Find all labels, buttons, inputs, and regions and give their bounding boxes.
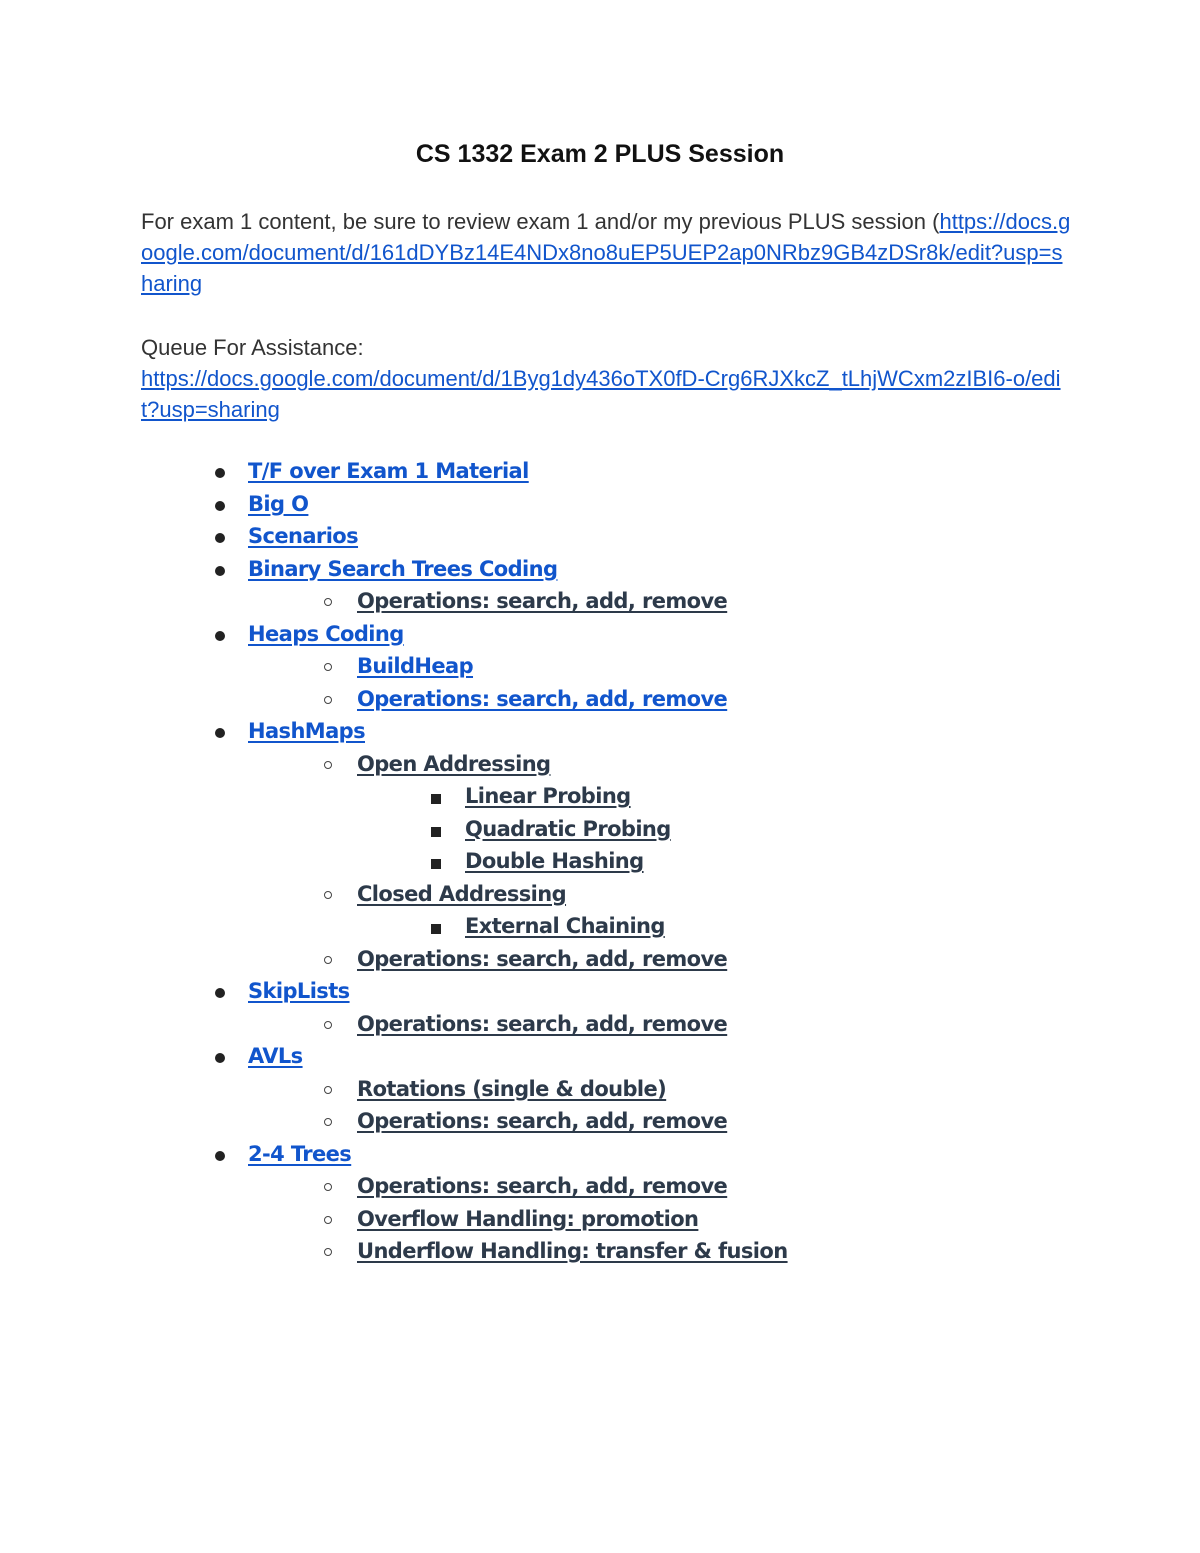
outline-item (0, 715, 1200, 748)
outline-link[interactable]: Operations: search, add, remove (357, 1174, 728, 1198)
hollow-circle-bullet-icon (324, 1021, 332, 1029)
intro-text: For exam 1 content, be sure to review exam 1 and/or my previous PLUS session ( (141, 209, 940, 234)
outline-link[interactable]: BuildHeap (357, 654, 474, 678)
outline-item (0, 975, 1200, 1008)
outline-item (0, 1105, 1200, 1138)
filled-circle-bullet-icon (215, 988, 225, 998)
outline-item (0, 520, 1200, 553)
outline-item (0, 1203, 1200, 1236)
hollow-circle-bullet-icon (324, 598, 332, 606)
filled-circle-bullet-icon (215, 501, 225, 511)
outline-item (0, 618, 1200, 651)
outline-link[interactable]: Operations: search, add, remove (357, 589, 728, 613)
hollow-circle-bullet-icon (324, 891, 332, 899)
hollow-circle-bullet-icon (324, 1118, 332, 1126)
hollow-circle-bullet-icon (324, 1216, 332, 1224)
outline-link[interactable]: Overflow Handling: promotion (357, 1206, 699, 1231)
filled-circle-bullet-icon (215, 631, 225, 641)
outline-link[interactable]: Operations: search, add, remove (357, 946, 728, 971)
outline-item (0, 910, 1200, 943)
filled-circle-bullet-icon (215, 468, 225, 478)
outline-link[interactable]: External Chaining (465, 914, 665, 938)
outline-item (0, 585, 1200, 618)
outline-link[interactable]: Scenarios (248, 524, 359, 548)
outline-item (0, 650, 1200, 683)
outline-item (0, 943, 1200, 976)
previous-session-link[interactable]: https://docs.google.com/document/d/161dDYBz14E4NDx8no8uEP5UEP2ap0NRbz9GB4zDSr8k/edit?usp=sharing (141, 209, 1071, 296)
outline-link[interactable]: Rotations (single & double) (357, 1076, 667, 1101)
filled-square-bullet-icon (431, 859, 441, 869)
outline-item (0, 1073, 1200, 1106)
topic-outline (0, 455, 1200, 1268)
filled-square-bullet-icon (431, 827, 441, 837)
queue-link[interactable]: https://docs.google.com/document/d/1Byg1dy436oTX0fD-Crg6RJXkcZ_tLhjWCxm2zIBI6-o/edit?usp=sharing (141, 366, 1061, 422)
outline-link[interactable]: Linear Probing (465, 784, 631, 808)
hollow-circle-bullet-icon (324, 1183, 332, 1191)
outline-link[interactable]: Heaps Coding (248, 621, 404, 646)
outline-item (0, 1138, 1200, 1171)
outline-link[interactable]: Closed Addressing (357, 881, 567, 906)
hollow-circle-bullet-icon (324, 956, 332, 964)
outline-link[interactable]: AVLs (248, 1044, 303, 1068)
filled-circle-bullet-icon (215, 533, 225, 543)
outline-item (0, 488, 1200, 521)
filled-circle-bullet-icon (215, 566, 225, 576)
outline-link[interactable]: SkipLists (248, 979, 350, 1003)
outline-item (0, 878, 1200, 911)
filled-circle-bullet-icon (215, 1151, 225, 1161)
outline-item (0, 813, 1200, 846)
hollow-circle-bullet-icon (324, 696, 332, 704)
outline-link[interactable]: Binary Search Trees Coding (248, 556, 558, 581)
queue-paragraph (141, 332, 1071, 425)
queue-label: Queue For Assistance: (141, 335, 364, 360)
hollow-circle-bullet-icon (324, 1086, 332, 1094)
outline-item (0, 845, 1200, 878)
outline-item (0, 1235, 1200, 1268)
filled-circle-bullet-icon (215, 1053, 225, 1063)
intro-paragraph (141, 206, 1071, 299)
outline-link[interactable]: 2-4 Trees (248, 1141, 352, 1166)
outline-link[interactable]: Underflow Handling: transfer & fusion (357, 1239, 788, 1263)
outline-link[interactable]: Operations: search, add, remove (357, 1109, 728, 1133)
outline-item (0, 780, 1200, 813)
filled-square-bullet-icon (431, 924, 441, 934)
outline-item (0, 1040, 1200, 1073)
outline-item (0, 553, 1200, 586)
outline-item (0, 1008, 1200, 1041)
filled-square-bullet-icon (431, 794, 441, 804)
hollow-circle-bullet-icon (324, 761, 332, 769)
outline-item (0, 455, 1200, 488)
outline-link[interactable]: Operations: search, add, remove (357, 686, 728, 711)
outline-link[interactable]: Open Addressing (357, 751, 551, 776)
outline-link[interactable]: Big O (248, 491, 309, 516)
hollow-circle-bullet-icon (324, 1248, 332, 1256)
outline-link[interactable]: T/F over Exam 1 Material (248, 459, 529, 483)
outline-link[interactable]: Operations: search, add, remove (357, 1011, 728, 1036)
page-title: CS 1332 Exam 2 PLUS Session (415, 140, 785, 168)
outline-item (0, 683, 1200, 716)
hollow-circle-bullet-icon (324, 663, 332, 671)
outline-link[interactable]: Quadratic Probing (465, 816, 671, 841)
outline-link[interactable]: Double Hashing (465, 849, 644, 873)
filled-circle-bullet-icon (215, 728, 225, 738)
outline-item (0, 748, 1200, 781)
outline-item (0, 1170, 1200, 1203)
outline-link[interactable]: HashMaps (248, 719, 365, 743)
